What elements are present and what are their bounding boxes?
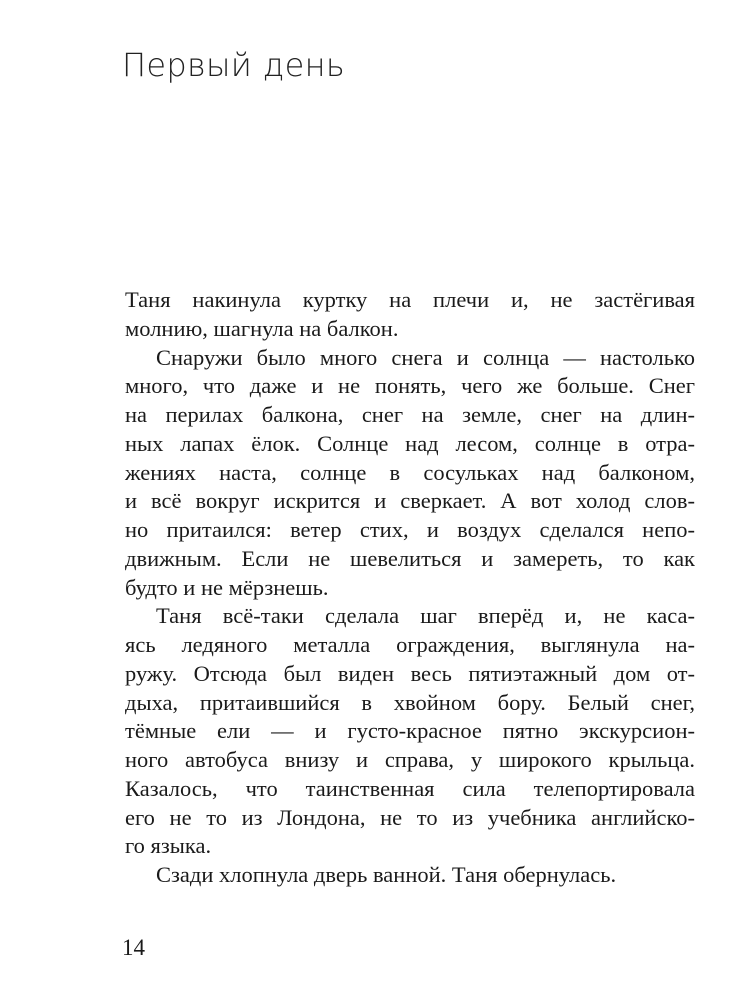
- text-line: но притаился: ветер стих, и воздух сделался непо-: [125, 517, 695, 542]
- page-number: 14: [122, 935, 145, 960]
- text-line: тёмные ели — и густо-красное пятно экскурсион-: [125, 718, 695, 744]
- text-line: Сзади хлопнула дверь ванной. Таня обернулась.: [156, 862, 617, 887]
- text-line: го языка.: [125, 833, 212, 859]
- text-line: на перилах балкона, снег на земле, снег на длин-: [125, 402, 695, 427]
- body-text: [125, 286, 695, 890]
- text-line: Таня всё-таки сделала шаг вперёд и, не каса-: [156, 603, 695, 629]
- chapter-title: Первый день: [122, 46, 345, 84]
- text-line: ных лапах ёлок. Солнце над лесом, солнце в отра-: [125, 430, 695, 456]
- text-line: много, что даже и не понять, чего же больше. Снег: [125, 373, 695, 399]
- text-line: его не то из Лондона, не то из учебника английско-: [125, 804, 695, 830]
- text-line: ного автобуса внизу и справа, у широкого крыльца.: [125, 747, 695, 772]
- text-line: Таня накинула куртку на плечи и, не застёгивая: [125, 287, 695, 312]
- text-line: Казалось, что таинственная сила телепортировала: [125, 775, 695, 801]
- text-line: дыха, притаившийся в хвойном бору. Белый снег,: [125, 689, 695, 715]
- text-line: жениях наста, солнце в сосульках над балконом,: [125, 459, 695, 485]
- text-line: Снаружи было много снега и солнца — настолько: [156, 344, 695, 370]
- text-line: молнию, шагнула на балкон.: [125, 315, 399, 341]
- text-line: и всё вокруг искрится и сверкает. А вот холод слов-: [125, 488, 695, 514]
- text-line: движным. Если не шевелиться и замереть, то как: [125, 545, 695, 571]
- text-line: ружу. Отсюда был виден весь пятиэтажный дом от-: [125, 660, 695, 686]
- text-line: ясь ледяного металла ограждения, выглянула на-: [125, 632, 695, 657]
- text-line: будто и не мёрзнешь.: [125, 574, 329, 600]
